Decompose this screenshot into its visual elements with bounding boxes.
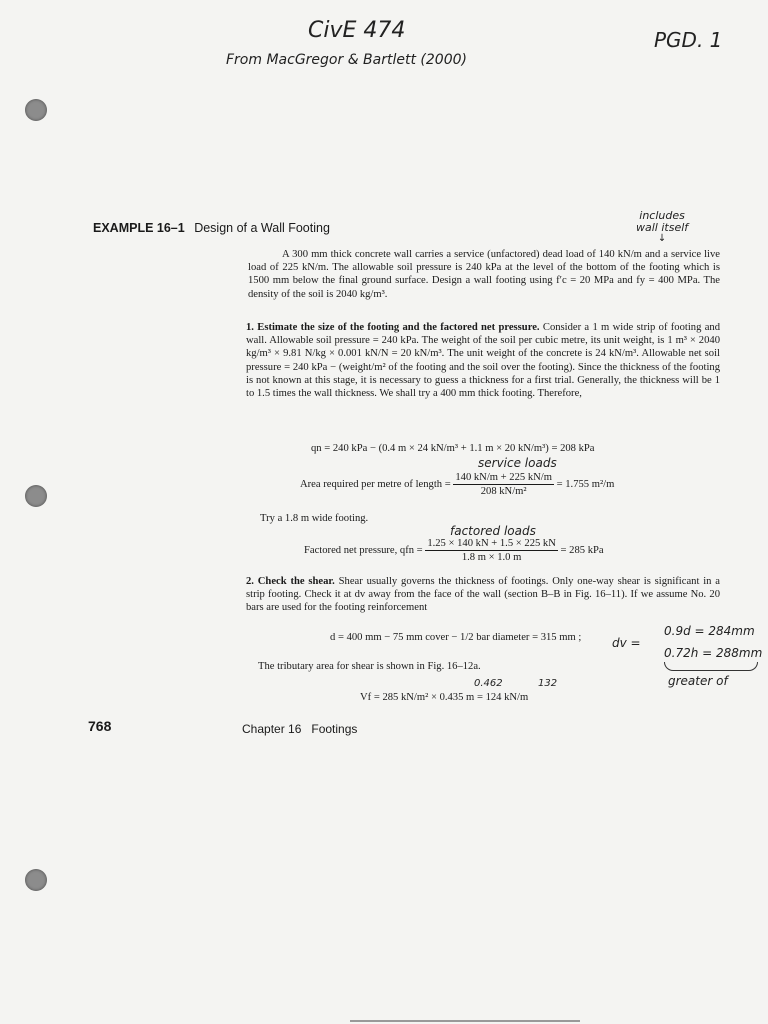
fnp-denominator: 1.8 m × 1.0 m <box>461 552 522 563</box>
handwritten-dv-option1: 0.9d = 284mm <box>664 624 755 638</box>
intro-paragraph: A 300 mm thick concrete wall carries a service (unfactored) dead load of 140 kN/m and a service live load of 225 kN/m. The allowable soil pressure is 240 kPa at the level of the bottom of the footing which is 1500 mm below the final ground surface. Design a wall footing using f′c = 20 MPa and fy = 400 MPa. The density of the soil is 2040 kg/m³. <box>248 249 720 300</box>
step1-text: Consider a 1 m wide strip of footing and wall. Allowable soil pressure = 240 kPa. The weight of the soil per cubic metre, its unit weight, is 1 m³ × 2040 kg/m³ × 9.81 N/kg × 0.001 kN/N = 20 kN/m³. The unit weight of the concrete is 24 kN/m³. Allowable net soil pressure = 240 kPa − (weight/m² of the footing and the soil over the footing). Since the thickness of the footing is not known at this stage, it is necessary to guess a thickness for a first trial. Generally, the thickness will be 1 to 1.5 times the wall thickness. We shall try a 400 mm thick footing. Therefore, <box>246 322 720 400</box>
area-denominator: 208 kN/m² <box>480 486 527 497</box>
handwritten-includes-note <box>636 210 688 244</box>
handwritten-correction-132: 132 <box>538 678 558 689</box>
handwritten-page: PGD. 1 <box>654 28 723 52</box>
step2-paragraph <box>246 575 720 615</box>
handwritten-dv-prefix: dv = <box>612 636 641 650</box>
handwritten-factored-loads: factored loads <box>450 524 536 538</box>
handwritten-greater-of: greater of <box>668 674 728 688</box>
handwritten-course: CivE 474 <box>308 18 406 43</box>
equation-d: d = 400 mm − 75 mm cover − 1/2 bar diameter = 315 mm ; <box>330 632 582 643</box>
area-numerator: 140 kN/m + 225 kN/m <box>455 472 552 483</box>
punch-hole-middle <box>25 485 47 507</box>
area-label: Area required per metre of length = <box>300 479 451 490</box>
equation-area <box>300 472 614 497</box>
handwritten-source: From MacGregor & Bartlett (2000) <box>226 52 467 68</box>
fnp-fraction <box>425 538 558 563</box>
fnp-numerator: 1.25 × 140 kN + 1.5 × 225 kN <box>427 538 556 549</box>
tributary-text: The tributary area for shear is shown in Fig. 16–12a. <box>258 661 481 672</box>
example-title: Design of a Wall Footing <box>194 221 330 235</box>
fnp-result: = 285 kPa <box>560 545 604 556</box>
punch-hole-top <box>25 99 47 121</box>
includes-note-line2: wall itself <box>636 221 689 234</box>
step2-text: Shear usually governs the thickness of footings. Only one-way shear is significant in a strip footing. Check it at dv away from the face of the wall (section B–B in Fig. 16–11). If we assume No. 20 bars are used for the footing reinforcement <box>246 576 721 614</box>
arrow-down-icon: ↓ <box>657 233 667 244</box>
step2-heading: 2. Check the shear. <box>246 576 335 587</box>
step1-paragraph <box>246 321 720 400</box>
equation-qn: qn = 240 kPa − (0.4 m × 24 kN/m³ + 1.1 m × 20 kN/m³) = 208 kPa <box>311 443 595 454</box>
chapter-footer: Chapter 16 Footings <box>242 722 358 736</box>
includes-note-line1: includes <box>639 209 685 222</box>
try-text: Try a 1.8 m wide footing. <box>260 513 369 524</box>
handwritten-correction-0462: 0.462 <box>474 678 503 689</box>
scan-edge-line <box>350 1020 580 1022</box>
handwritten-service-loads: service loads <box>478 456 557 470</box>
fnp-label: Factored net pressure, qfn = <box>304 545 423 556</box>
handwritten-dv-option2: 0.72h = 288mm <box>664 646 763 660</box>
equation-factored-net-pressure <box>304 538 604 563</box>
area-result: = 1.755 m²/m <box>556 479 615 490</box>
equation-vf: Vf = 285 kN/m² × 0.435 m = 124 kN/m <box>360 692 529 703</box>
page-number: 768 <box>88 718 112 734</box>
step1-heading: 1. Estimate the size of the footing and the factored net pressure. <box>246 322 540 333</box>
example-heading <box>93 221 330 235</box>
area-fraction <box>453 472 554 497</box>
example-label: EXAMPLE 16–1 <box>93 221 185 235</box>
brace-icon <box>664 662 758 671</box>
punch-hole-bottom <box>25 869 47 891</box>
